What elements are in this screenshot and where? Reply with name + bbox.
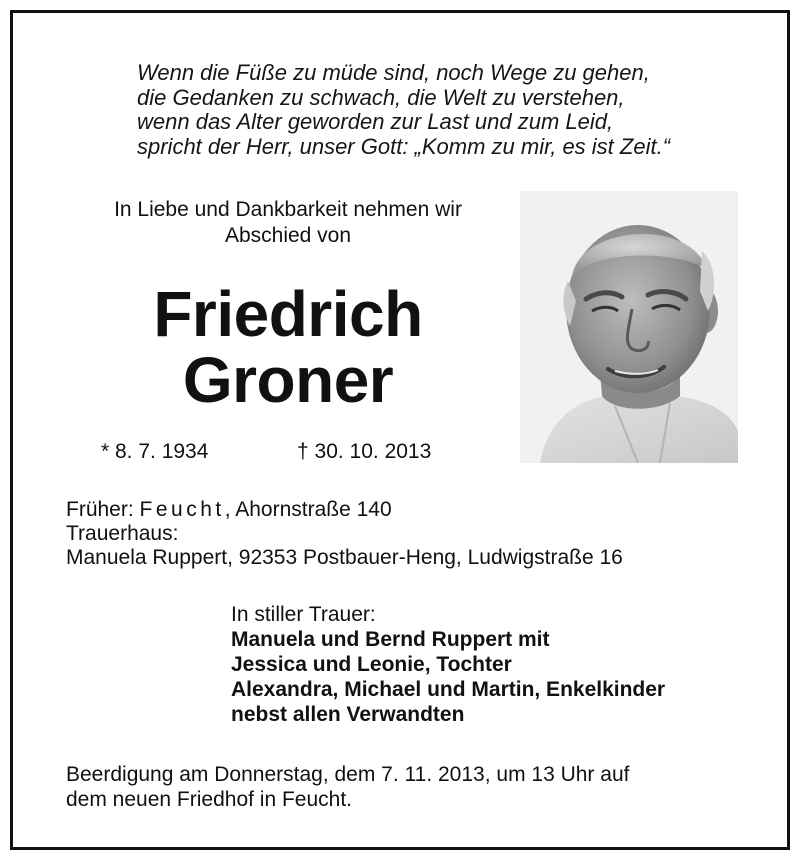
- former-label: Früher:: [66, 498, 134, 521]
- former-street: , Ahornstraße 140: [224, 498, 392, 521]
- mourners-line-2: Jessica und Leonie, Tochter: [231, 653, 512, 676]
- birth-date: * 8. 7. 1934: [101, 440, 209, 463]
- last-name: Groner: [182, 344, 394, 416]
- intro-line-2: Abschied von: [224, 224, 352, 247]
- mourning-house-address: Manuela Ruppert, 92353 Postbauer-Heng, Ludwigstraße 16: [66, 546, 623, 569]
- mourners-block: [231, 602, 665, 727]
- deceased-name: [53, 278, 523, 416]
- poem-line-2: die Gedanken zu schwach, die Welt zu verstehen,: [137, 84, 625, 110]
- former-address: [66, 498, 623, 522]
- portrait-illustration: [520, 191, 738, 463]
- funeral-line-2: dem neuen Friedhof in Feucht.: [66, 788, 353, 811]
- intro-line-1: In Liebe und Dankbarkeit nehmen wir: [114, 198, 462, 221]
- poem-line-1: Wenn die Füße zu müde sind, noch Wege zu gehen,: [137, 60, 650, 85]
- funeral-line-1: Beerdigung am Donnerstag, dem 7. 11. 2013, um 13 Uhr auf: [66, 763, 630, 786]
- mourners-line-1: Manuela und Bernd Ruppert mit: [231, 628, 550, 651]
- address-block: [66, 498, 623, 570]
- funeral-notice: [66, 762, 629, 812]
- mourners-heading: In stiller Trauer:: [231, 603, 376, 626]
- intro-text: [53, 197, 523, 249]
- poem: [137, 61, 670, 159]
- portrait-photo: [520, 191, 738, 463]
- obituary-frame: [10, 10, 790, 850]
- death-date: † 30. 10. 2013: [297, 440, 432, 463]
- mourners-line-3: Alexandra, Michael und Martin, Enkelkinder: [231, 678, 666, 701]
- mourning-house-label: Trauerhaus:: [66, 522, 179, 545]
- first-name: Friedrich: [153, 278, 423, 350]
- former-town: Feucht: [139, 498, 225, 521]
- poem-line-3: wenn das Alter geworden zur Last und zum Leid,: [137, 109, 614, 134]
- poem-line-4: spricht der Herr, unser Gott: „Komm zu mir, es ist Zeit.“: [137, 133, 671, 159]
- mourners-line-4: nebst allen Verwandten: [231, 703, 465, 726]
